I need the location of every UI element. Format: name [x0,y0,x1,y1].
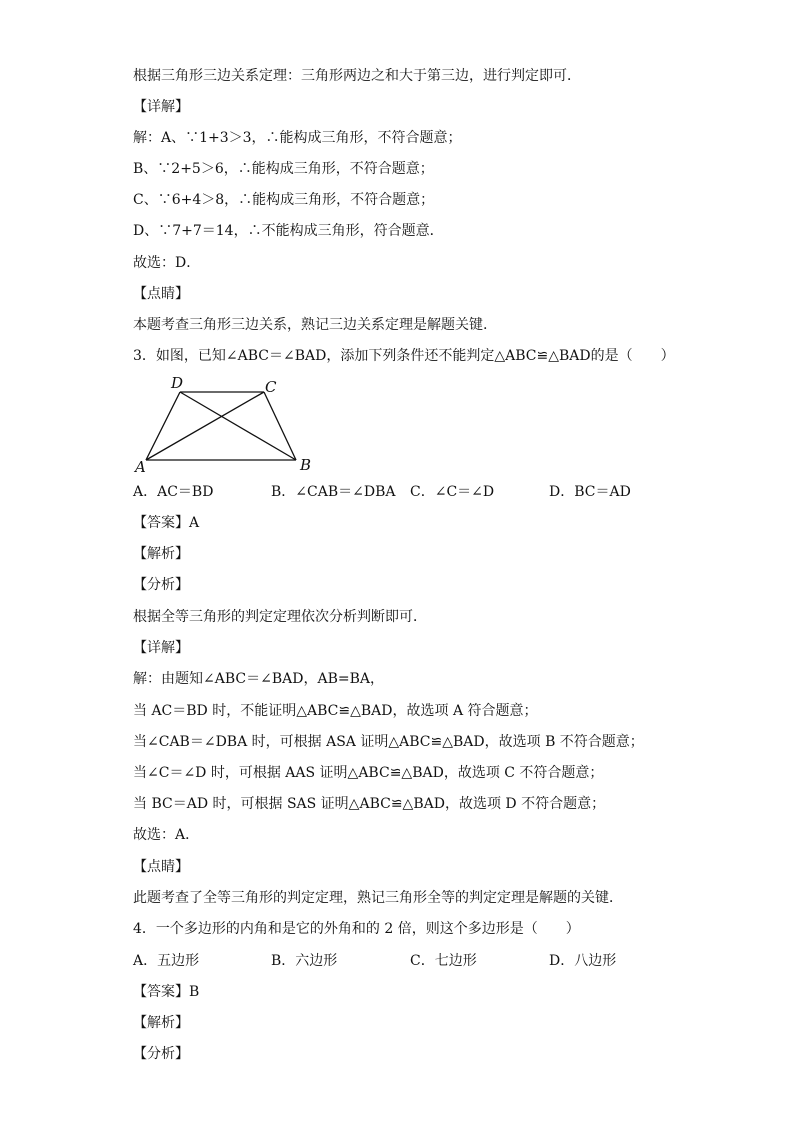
point-label-d: D [171,374,184,392]
section-heading: 【点睛】 [133,286,189,302]
section-heading: 【分析】 [133,577,189,593]
q4-option-b: B．六边形 [271,953,338,969]
text-line: 本题考查三角形三边关系，熟记三边关系定理是解题关键. [133,317,488,333]
text-line: 解：A、∵1+3＞3，∴能构成三角形，不符合题意； [133,130,462,146]
segment-db [180,392,296,460]
text-line: B、∵2+5＞6，∴能构成三角形，不符合题意； [133,161,434,177]
text-line: 根据全等三角形的判定定理依次分析判断即可． [133,609,427,625]
text-line: 当 BC＝AD 时，可根据 SAS 证明△ABC≌△BAD，故选项 D 不符合题意； [133,796,606,812]
section-heading: 【解析】 [133,1015,189,1031]
q3-option-c: C．∠C＝∠D [410,484,495,500]
point-label-b: B [300,456,312,474]
q3-option-a: A．AC＝BD [133,484,214,500]
question-3-stem: 3．如图，已知∠ABC＝∠BAD，添加下列条件还不能判定△ABC≌△BAD的是（ ） [133,348,675,364]
text-line: C、∵6+4＞8，∴能构成三角形，不符合题意； [133,192,435,208]
text-line: 当∠C＝∠D 时，可根据 AAS 证明△ABC≌△BAD，故选项 C 不符合题意； [133,765,604,781]
q4-option-a: A．五边形 [133,953,200,969]
point-label-a: A [135,458,146,474]
text-line: D、∵7+7＝14，∴不能构成三角形，符合题意． [133,223,444,239]
text-line: 故选：A． [133,827,200,843]
text-line: 当∠CAB＝∠DBA 时，可根据 ASA 证明△ABC≌△BAD，故选项 B 不符合题意； [133,734,644,750]
segment-cb [264,392,296,460]
section-heading: 【解析】 [133,546,189,562]
text-line: 解：由题知∠ABC＝∠BAD，AB=BA， [133,671,384,687]
triangle-figure [133,372,323,474]
text-line: 故选：D． [133,255,201,271]
q4-option-c: C．七边形 [410,953,477,969]
section-heading: 【详解】 [133,99,189,115]
answer-line: 【答案】B [133,984,200,1000]
question-4-stem: 4．一个多边形的内角和是它的外角和的 2 倍，则这个多边形是（ ） [133,921,580,937]
text-line: 根据三角形三边关系定理：三角形两边之和大于第三边，进行判定即可． [133,68,581,84]
q3-option-b: B．∠CAB＝∠DBA [271,484,396,500]
answer-line: 【答案】A [133,515,200,531]
section-heading: 【分析】 [133,1046,189,1062]
q3-option-d: D．BC＝AD [549,484,631,500]
text-line: 此题考查了全等三角形的判定定理，熟记三角形全等的判定定理是解题的关键． [133,890,623,906]
point-label-c: C [265,378,277,396]
section-heading: 【点睛】 [133,859,189,875]
q4-option-d: D．八边形 [549,953,617,969]
text-line: 当 AC＝BD 时，不能证明△ABC≌△BAD，故选项 A 符合题意； [133,703,538,719]
section-heading: 【详解】 [133,640,189,656]
